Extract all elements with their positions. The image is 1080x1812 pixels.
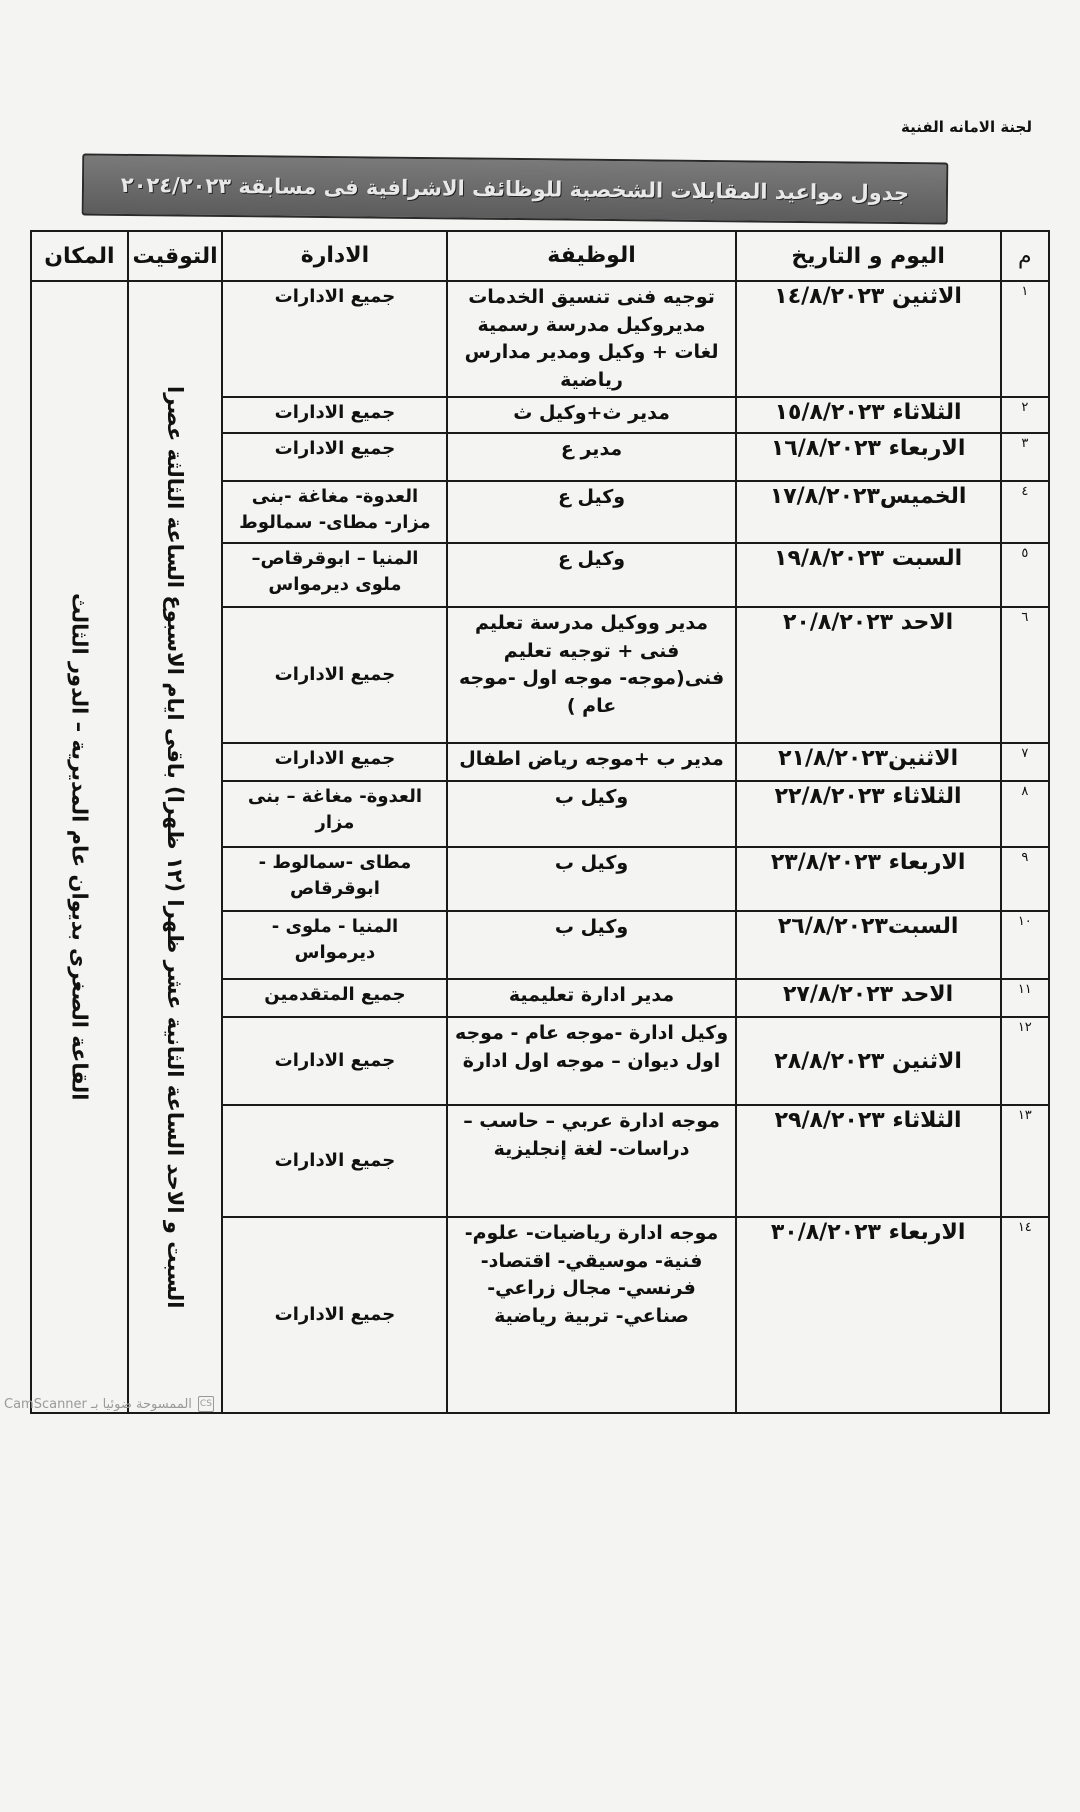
row-number: ٧ <box>1001 743 1049 781</box>
interview-schedule-table <box>30 230 1050 1414</box>
row-date: السبت٢٦/٨/٢٠٢٣ <box>736 911 1001 979</box>
row-administration: المنيا – ابوقرقاص– ملوى ديرمواس <box>222 543 447 607</box>
place-text: القاعة الصغرى بديوان عام المديرية – الدور الثالث <box>67 593 92 1101</box>
row-number: ١٢ <box>1001 1017 1049 1105</box>
row-date: الثلاثاء ١٥/٨/٢٠٢٣ <box>736 397 1001 433</box>
row-number: ١٠ <box>1001 911 1049 979</box>
row-job: مدير ادارة تعليمية <box>447 979 735 1017</box>
row-date: الثلاثاء ٢٢/٨/٢٠٢٣ <box>736 781 1001 847</box>
row-administration: مطاى -سمالوط - ابوقرقاص <box>222 847 447 911</box>
row-administration: جميع الادارات <box>222 1105 447 1217</box>
row-administration: جميع الادارات <box>222 743 447 781</box>
row-administration: جميع الادارات <box>222 1017 447 1105</box>
column-header-date: اليوم و التاريخ <box>736 231 1001 281</box>
watermark-text: الممسوحة ضوئيا بـ CamScanner <box>4 1396 192 1412</box>
row-number: ٦ <box>1001 607 1049 743</box>
row-date: الاحد ٢٠/٨/٢٠٢٣ <box>736 607 1001 743</box>
camscanner-watermark <box>4 1396 214 1412</box>
row-number: ١ <box>1001 281 1049 397</box>
row-date: الاثنين٢١/٨/٢٠٢٣ <box>736 743 1001 781</box>
row-date: الاثنين ٢٨/٨/٢٠٢٣ <box>736 1017 1001 1105</box>
title-banner <box>82 153 949 224</box>
timing-text: السبت و الاحد الساعة الثانية عشر ظهرا (١٢ ظهرا) باقى ايام الاسبوع الساعة الثالثة عصرا <box>163 385 188 1309</box>
row-number: ٥ <box>1001 543 1049 607</box>
row-administration: جميع الادارات <box>222 397 447 433</box>
row-date: السبت ١٩/٨/٢٠٢٣ <box>736 543 1001 607</box>
row-administration: المنيا - ملوى - ديرمواس <box>222 911 447 979</box>
row-administration: جميع المتقدمين <box>222 979 447 1017</box>
row-job: موجه ادارة عربي – حاسب – دراسات- لغة إنجليزية <box>447 1105 735 1217</box>
row-administration: جميع الادارات <box>222 607 447 743</box>
row-job: توجيه فنى تنسيق الخدمات مديروكيل مدرسة رسمية لغات + وكيل ومدير مدارس رياضية <box>447 281 735 397</box>
column-header-administration: الادارة <box>222 231 447 281</box>
row-date: الاربعاء ٣٠/٨/٢٠٢٣ <box>736 1217 1001 1413</box>
row-administration: جميع الادارات <box>222 1217 447 1413</box>
row-job: موجه ادارة رياضيات- علوم- فنية- موسيقي- اقتصاد- فرنسي- مجال زراعي- صناعي- تربية رياضية <box>447 1217 735 1413</box>
row-number: ٢ <box>1001 397 1049 433</box>
row-date: الاحد ٢٧/٨/٢٠٢٣ <box>736 979 1001 1017</box>
row-number: ١٣ <box>1001 1105 1049 1217</box>
row-number: ٩ <box>1001 847 1049 911</box>
row-date: الخميس١٧/٨/٢٠٢٣ <box>736 481 1001 543</box>
row-date: الاثنين ١٤/٨/٢٠٢٣ <box>736 281 1001 397</box>
place-cell <box>31 281 128 1413</box>
row-job: وكيل ب <box>447 781 735 847</box>
row-job: مدير ث+وكيل ث <box>447 397 735 433</box>
row-administration: جميع الادارات <box>222 281 447 397</box>
column-header-job: الوظيفة <box>447 231 735 281</box>
table-header-row <box>31 231 1049 281</box>
row-number: ٤ <box>1001 481 1049 543</box>
row-number: ١١ <box>1001 979 1049 1017</box>
row-administration: العدوة- مغاغة – بنى مزار <box>222 781 447 847</box>
row-job: مدير ووكيل مدرسة تعليم فنى + توجيه تعليم فنى(موجه- موجه اول -موجه عام ) <box>447 607 735 743</box>
row-administration: جميع الادارات <box>222 433 447 481</box>
timing-cell <box>128 281 223 1413</box>
row-job: وكيل ادارة -موجه عام - موجه اول ديوان – موجه اول ادارة <box>447 1017 735 1105</box>
row-date: الثلاثاء ٢٩/٨/٢٠٢٣ <box>736 1105 1001 1217</box>
row-job: مدير ب +موجه رياض اطفال <box>447 743 735 781</box>
row-number: ١٤ <box>1001 1217 1049 1413</box>
document-title: جدول مواعيد المقابلات الشخصية للوظائف الاشرافية فى مسابقة ٢٠٢٤/٢٠٢٣ <box>120 172 910 206</box>
row-job: وكيل ع <box>447 543 735 607</box>
row-job: وكيل ب <box>447 911 735 979</box>
row-job: وكيل ب <box>447 847 735 911</box>
row-date: الاربعاء ٢٣/٨/٢٠٢٣ <box>736 847 1001 911</box>
committee-name: لجنة الامانه الفنية <box>901 118 1032 136</box>
column-header-place: المكان <box>31 231 128 281</box>
row-administration: العدوة- مغاغة -بنى مزار- مطاى- سمالوط <box>222 481 447 543</box>
row-job: مدير ع <box>447 433 735 481</box>
row-date: الاربعاء ١٦/٨/٢٠٢٣ <box>736 433 1001 481</box>
row-number: ٨ <box>1001 781 1049 847</box>
row-number: ٣ <box>1001 433 1049 481</box>
camscanner-logo-icon: CS <box>198 1396 214 1412</box>
column-header-number: م <box>1001 231 1049 281</box>
table-row <box>31 281 1049 397</box>
column-header-timing: التوقيت <box>128 231 223 281</box>
row-job: وكيل ع <box>447 481 735 543</box>
